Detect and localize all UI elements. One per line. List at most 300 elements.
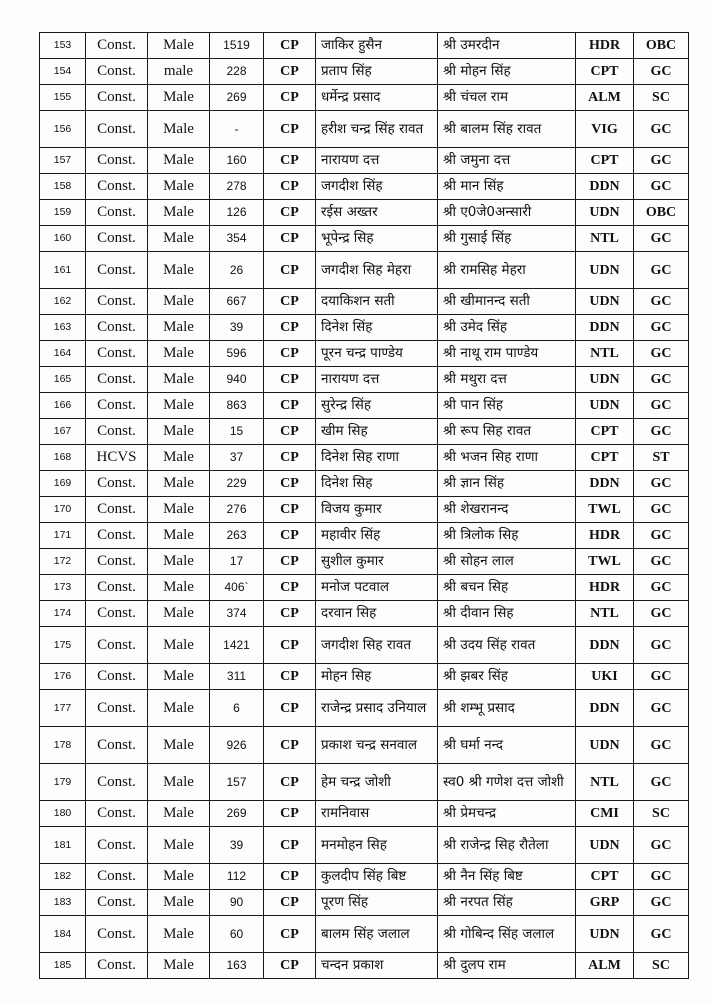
serial-number-cell: 183	[40, 890, 86, 916]
cp-cell: CP	[264, 601, 316, 627]
serial-number-cell: 157	[40, 148, 86, 174]
name-cell: मनोज पटवाल	[316, 575, 438, 601]
serial-number-cell: 176	[40, 664, 86, 690]
rank-cell: Const.	[86, 419, 148, 445]
number-cell: 112	[210, 864, 264, 890]
serial-number-cell: 172	[40, 549, 86, 575]
district-cell: UDN	[576, 393, 634, 419]
name-cell: हेम चन्द्र जोशी	[316, 764, 438, 801]
serial-number-cell: 177	[40, 690, 86, 727]
father-name-cell: श्री राजेन्द्र सिह रौतेला	[438, 827, 576, 864]
cp-cell: CP	[264, 727, 316, 764]
district-cell: DDN	[576, 627, 634, 664]
rank-cell: Const.	[86, 200, 148, 226]
gender-cell: Male	[148, 664, 210, 690]
category-cell: SC	[634, 801, 689, 827]
serial-number-cell: 174	[40, 601, 86, 627]
district-cell: CPT	[576, 445, 634, 471]
name-cell: चन्दन प्रकाश	[316, 953, 438, 979]
name-cell: प्रताप सिंह	[316, 59, 438, 85]
number-cell: 940	[210, 367, 264, 393]
cp-cell: CP	[264, 523, 316, 549]
name-cell: हरीश चन्द्र सिंह रावत	[316, 111, 438, 148]
number-cell: 39	[210, 315, 264, 341]
cp-cell: CP	[264, 549, 316, 575]
table-row	[40, 497, 689, 523]
cp-cell: CP	[264, 953, 316, 979]
number-cell: 354	[210, 226, 264, 252]
gender-cell: Male	[148, 367, 210, 393]
gender-cell: Male	[148, 200, 210, 226]
table-row	[40, 111, 689, 148]
serial-number-cell: 185	[40, 953, 86, 979]
serial-number-cell: 180	[40, 801, 86, 827]
rank-cell: Const.	[86, 226, 148, 252]
gender-cell: Male	[148, 85, 210, 111]
serial-number-cell: 171	[40, 523, 86, 549]
father-name-cell: श्री ज्ञान सिंह	[438, 471, 576, 497]
cp-cell: CP	[264, 315, 316, 341]
gender-cell: Male	[148, 33, 210, 59]
father-name-cell: श्री प्रेमचन्द्र	[438, 801, 576, 827]
name-cell: दयाकिशन सती	[316, 289, 438, 315]
category-cell: GC	[634, 827, 689, 864]
name-cell: दिनेश सिह	[316, 471, 438, 497]
name-cell: जाकिर हुसैन	[316, 33, 438, 59]
table-row	[40, 367, 689, 393]
cp-cell: CP	[264, 890, 316, 916]
name-cell: जगदीश सिह रावत	[316, 627, 438, 664]
father-name-cell: श्री गोबिन्द सिंह जलाल	[438, 916, 576, 953]
number-cell: 160	[210, 148, 264, 174]
serial-number-cell: 179	[40, 764, 86, 801]
table-row	[40, 690, 689, 727]
name-cell: सुरेन्द्र सिंह	[316, 393, 438, 419]
district-cell: UDN	[576, 289, 634, 315]
serial-number-cell: 170	[40, 497, 86, 523]
gender-cell: Male	[148, 419, 210, 445]
serial-number-cell: 178	[40, 727, 86, 764]
category-cell: GC	[634, 690, 689, 727]
number-cell: 374	[210, 601, 264, 627]
rank-cell: Const.	[86, 497, 148, 523]
cp-cell: CP	[264, 801, 316, 827]
cp-cell: CP	[264, 764, 316, 801]
table-row	[40, 601, 689, 627]
rank-cell: Const.	[86, 827, 148, 864]
gender-cell: Male	[148, 523, 210, 549]
gender-cell: Male	[148, 727, 210, 764]
gender-cell: Male	[148, 827, 210, 864]
category-cell: OBC	[634, 33, 689, 59]
serial-number-cell: 181	[40, 827, 86, 864]
father-name-cell: श्री बचन सिह	[438, 575, 576, 601]
table-row	[40, 549, 689, 575]
father-name-cell: स्व0 श्री गणेश दत्त जोशी	[438, 764, 576, 801]
cp-cell: CP	[264, 864, 316, 890]
cp-cell: CP	[264, 367, 316, 393]
district-cell: ALM	[576, 953, 634, 979]
personnel-table	[39, 32, 689, 979]
district-cell: CPT	[576, 59, 634, 85]
category-cell: GC	[634, 367, 689, 393]
table-row	[40, 315, 689, 341]
category-cell: GC	[634, 575, 689, 601]
cp-cell: CP	[264, 148, 316, 174]
number-cell: 596	[210, 341, 264, 367]
number-cell: 1519	[210, 33, 264, 59]
table-row	[40, 575, 689, 601]
rank-cell: Const.	[86, 367, 148, 393]
gender-cell: Male	[148, 471, 210, 497]
rank-cell: Const.	[86, 252, 148, 289]
rank-cell: Const.	[86, 801, 148, 827]
district-cell: TWL	[576, 549, 634, 575]
number-cell: 157	[210, 764, 264, 801]
number-cell: 126	[210, 200, 264, 226]
cp-cell: CP	[264, 289, 316, 315]
rank-cell: Const.	[86, 289, 148, 315]
father-name-cell: श्री गुसाई सिंह	[438, 226, 576, 252]
serial-number-cell: 158	[40, 174, 86, 200]
table-row	[40, 727, 689, 764]
name-cell: महावीर सिंह	[316, 523, 438, 549]
cp-cell: CP	[264, 393, 316, 419]
category-cell: GC	[634, 174, 689, 200]
rank-cell: Const.	[86, 575, 148, 601]
rank-cell: Const.	[86, 627, 148, 664]
name-cell: कुलदीप सिंह बिष्ट	[316, 864, 438, 890]
cp-cell: CP	[264, 916, 316, 953]
number-cell: 228	[210, 59, 264, 85]
name-cell: खीम सिह	[316, 419, 438, 445]
gender-cell: Male	[148, 953, 210, 979]
cp-cell: CP	[264, 111, 316, 148]
rank-cell: Const.	[86, 690, 148, 727]
number-cell: 926	[210, 727, 264, 764]
name-cell: मोहन सिह	[316, 664, 438, 690]
number-cell: 278	[210, 174, 264, 200]
gender-cell: Male	[148, 252, 210, 289]
father-name-cell: श्री जमुना दत्त	[438, 148, 576, 174]
table-row	[40, 664, 689, 690]
gender-cell: Male	[148, 801, 210, 827]
serial-number-cell: 159	[40, 200, 86, 226]
rank-cell: Const.	[86, 601, 148, 627]
father-name-cell: श्री मान सिंह	[438, 174, 576, 200]
father-name-cell: श्री नाथू राम पाण्डेय	[438, 341, 576, 367]
district-cell: NTL	[576, 601, 634, 627]
table-row	[40, 419, 689, 445]
gender-cell: Male	[148, 549, 210, 575]
number-cell: 406`	[210, 575, 264, 601]
rank-cell: Const.	[86, 85, 148, 111]
serial-number-cell: 153	[40, 33, 86, 59]
category-cell: GC	[634, 471, 689, 497]
gender-cell: Male	[148, 575, 210, 601]
serial-number-cell: 154	[40, 59, 86, 85]
number-cell: 39	[210, 827, 264, 864]
name-cell: पूरन चन्द्र पाण्डेय	[316, 341, 438, 367]
rank-cell: Const.	[86, 33, 148, 59]
cp-cell: CP	[264, 497, 316, 523]
cp-cell: CP	[264, 690, 316, 727]
rank-cell: Const.	[86, 393, 148, 419]
serial-number-cell: 160	[40, 226, 86, 252]
district-cell: DDN	[576, 690, 634, 727]
gender-cell: Male	[148, 174, 210, 200]
cp-cell: CP	[264, 445, 316, 471]
cp-cell: CP	[264, 471, 316, 497]
rank-cell: Const.	[86, 174, 148, 200]
category-cell: GC	[634, 419, 689, 445]
number-cell: 276	[210, 497, 264, 523]
gender-cell: Male	[148, 890, 210, 916]
father-name-cell: श्री ए0जे0अन्सारी	[438, 200, 576, 226]
category-cell: GC	[634, 627, 689, 664]
father-name-cell: श्री पान सिंह	[438, 393, 576, 419]
gender-cell: Male	[148, 764, 210, 801]
cp-cell: CP	[264, 664, 316, 690]
father-name-cell: श्री बालम सिंह रावत	[438, 111, 576, 148]
category-cell: GC	[634, 497, 689, 523]
district-cell: ALM	[576, 85, 634, 111]
cp-cell: CP	[264, 59, 316, 85]
district-cell: UDN	[576, 727, 634, 764]
table-row	[40, 226, 689, 252]
number-cell: 37	[210, 445, 264, 471]
serial-number-cell: 169	[40, 471, 86, 497]
table-row	[40, 627, 689, 664]
father-name-cell: श्री शेखरानन्द	[438, 497, 576, 523]
gender-cell: Male	[148, 289, 210, 315]
gender-cell: Male	[148, 916, 210, 953]
number-cell: 15	[210, 419, 264, 445]
district-cell: NTL	[576, 226, 634, 252]
rank-cell: Const.	[86, 315, 148, 341]
serial-number-cell: 156	[40, 111, 86, 148]
district-cell: UDN	[576, 200, 634, 226]
district-cell: NTL	[576, 764, 634, 801]
table-row	[40, 174, 689, 200]
number-cell: 17	[210, 549, 264, 575]
gender-cell: male	[148, 59, 210, 85]
table-row	[40, 393, 689, 419]
rank-cell: Const.	[86, 471, 148, 497]
name-cell: जगदीश सिह मेहरा	[316, 252, 438, 289]
category-cell: GC	[634, 727, 689, 764]
district-cell: HDR	[576, 33, 634, 59]
gender-cell: Male	[148, 315, 210, 341]
number-cell: 163	[210, 953, 264, 979]
rank-cell: Const.	[86, 549, 148, 575]
father-name-cell: श्री मथुरा दत्त	[438, 367, 576, 393]
rank-cell: Const.	[86, 727, 148, 764]
rank-cell: Const.	[86, 916, 148, 953]
gender-cell: Male	[148, 601, 210, 627]
category-cell: GC	[634, 341, 689, 367]
table-row	[40, 864, 689, 890]
serial-number-cell: 163	[40, 315, 86, 341]
name-cell: दिनेश सिंह	[316, 315, 438, 341]
number-cell: -	[210, 111, 264, 148]
father-name-cell: श्री खीमानन्द सती	[438, 289, 576, 315]
father-name-cell: श्री दुलप राम	[438, 953, 576, 979]
cp-cell: CP	[264, 252, 316, 289]
serial-number-cell: 166	[40, 393, 86, 419]
name-cell: बालम सिंह जलाल	[316, 916, 438, 953]
rank-cell: Const.	[86, 523, 148, 549]
table-row	[40, 827, 689, 864]
cp-cell: CP	[264, 85, 316, 111]
serial-number-cell: 175	[40, 627, 86, 664]
name-cell: विजय कुमार	[316, 497, 438, 523]
father-name-cell: श्री उमेद सिंह	[438, 315, 576, 341]
father-name-cell: श्री उदय सिंह रावत	[438, 627, 576, 664]
category-cell: GC	[634, 601, 689, 627]
serial-number-cell: 161	[40, 252, 86, 289]
table-row	[40, 33, 689, 59]
category-cell: GC	[634, 764, 689, 801]
district-cell: UDN	[576, 252, 634, 289]
rank-cell: Const.	[86, 148, 148, 174]
cp-cell: CP	[264, 174, 316, 200]
father-name-cell: श्री चंचल राम	[438, 85, 576, 111]
table-row	[40, 445, 689, 471]
category-cell: GC	[634, 315, 689, 341]
gender-cell: Male	[148, 864, 210, 890]
district-cell: DDN	[576, 315, 634, 341]
number-cell: 863	[210, 393, 264, 419]
father-name-cell: श्री भजन सिह राणा	[438, 445, 576, 471]
category-cell: SC	[634, 85, 689, 111]
district-cell: DDN	[576, 471, 634, 497]
serial-number-cell: 168	[40, 445, 86, 471]
cp-cell: CP	[264, 200, 316, 226]
rank-cell: Const.	[86, 864, 148, 890]
number-cell: 269	[210, 85, 264, 111]
district-cell: UKI	[576, 664, 634, 690]
table-row	[40, 471, 689, 497]
number-cell: 263	[210, 523, 264, 549]
father-name-cell: श्री झबर सिंह	[438, 664, 576, 690]
number-cell: 229	[210, 471, 264, 497]
gender-cell: Male	[148, 627, 210, 664]
father-name-cell: श्री नरपत सिंह	[438, 890, 576, 916]
district-cell: HDR	[576, 523, 634, 549]
category-cell: GC	[634, 664, 689, 690]
category-cell: ST	[634, 445, 689, 471]
number-cell: 1421	[210, 627, 264, 664]
gender-cell: Male	[148, 226, 210, 252]
serial-number-cell: 182	[40, 864, 86, 890]
table-row	[40, 252, 689, 289]
name-cell: रईस अख्तर	[316, 200, 438, 226]
table-body	[40, 33, 689, 979]
cp-cell: CP	[264, 827, 316, 864]
rank-cell: Const.	[86, 664, 148, 690]
category-cell: GC	[634, 890, 689, 916]
category-cell: GC	[634, 226, 689, 252]
name-cell: सुशील कुमार	[316, 549, 438, 575]
serial-number-cell: 155	[40, 85, 86, 111]
category-cell: GC	[634, 864, 689, 890]
father-name-cell: श्री दीवान सिह	[438, 601, 576, 627]
table-row	[40, 85, 689, 111]
table-row	[40, 59, 689, 85]
name-cell: मनमोहन सिह	[316, 827, 438, 864]
name-cell: रामनिवास	[316, 801, 438, 827]
serial-number-cell: 167	[40, 419, 86, 445]
district-cell: NTL	[576, 341, 634, 367]
category-cell: GC	[634, 289, 689, 315]
father-name-cell: श्री मोहन सिंह	[438, 59, 576, 85]
rank-cell: Const.	[86, 890, 148, 916]
cp-cell: CP	[264, 341, 316, 367]
cp-cell: CP	[264, 419, 316, 445]
district-cell: HDR	[576, 575, 634, 601]
cp-cell: CP	[264, 627, 316, 664]
father-name-cell: श्री शम्भू प्रसाद	[438, 690, 576, 727]
father-name-cell: श्री सोहन लाल	[438, 549, 576, 575]
father-name-cell: श्री घर्मा नन्द	[438, 727, 576, 764]
name-cell: नारायण दत्त	[316, 367, 438, 393]
number-cell: 311	[210, 664, 264, 690]
cp-cell: CP	[264, 33, 316, 59]
rank-cell: Const.	[86, 111, 148, 148]
category-cell: OBC	[634, 200, 689, 226]
gender-cell: Male	[148, 148, 210, 174]
rank-cell: Const.	[86, 953, 148, 979]
number-cell: 6	[210, 690, 264, 727]
category-cell: GC	[634, 393, 689, 419]
table-row	[40, 764, 689, 801]
table-row	[40, 916, 689, 953]
father-name-cell: श्री नैन सिंह बिष्ट	[438, 864, 576, 890]
gender-cell: Male	[148, 393, 210, 419]
rank-cell: Const.	[86, 341, 148, 367]
table-row	[40, 523, 689, 549]
number-cell: 60	[210, 916, 264, 953]
gender-cell: Male	[148, 690, 210, 727]
table-row	[40, 289, 689, 315]
name-cell: भूपेन्द्र सिह	[316, 226, 438, 252]
district-cell: UDN	[576, 367, 634, 393]
name-cell: राजेन्द्र प्रसाद उनियाल	[316, 690, 438, 727]
name-cell: नारायण दत्त	[316, 148, 438, 174]
gender-cell: Male	[148, 445, 210, 471]
serial-number-cell: 184	[40, 916, 86, 953]
district-cell: TWL	[576, 497, 634, 523]
gender-cell: Male	[148, 341, 210, 367]
number-cell: 667	[210, 289, 264, 315]
category-cell: GC	[634, 148, 689, 174]
district-cell: DDN	[576, 174, 634, 200]
number-cell: 269	[210, 801, 264, 827]
rank-cell: HCVS	[86, 445, 148, 471]
district-cell: CPT	[576, 148, 634, 174]
category-cell: GC	[634, 523, 689, 549]
name-cell: जगदीश सिंह	[316, 174, 438, 200]
name-cell: दरवान सिह	[316, 601, 438, 627]
name-cell: पूरण सिंह	[316, 890, 438, 916]
category-cell: GC	[634, 252, 689, 289]
category-cell: GC	[634, 916, 689, 953]
rank-cell: Const.	[86, 764, 148, 801]
district-cell: CPT	[576, 419, 634, 445]
serial-number-cell: 165	[40, 367, 86, 393]
serial-number-cell: 162	[40, 289, 86, 315]
